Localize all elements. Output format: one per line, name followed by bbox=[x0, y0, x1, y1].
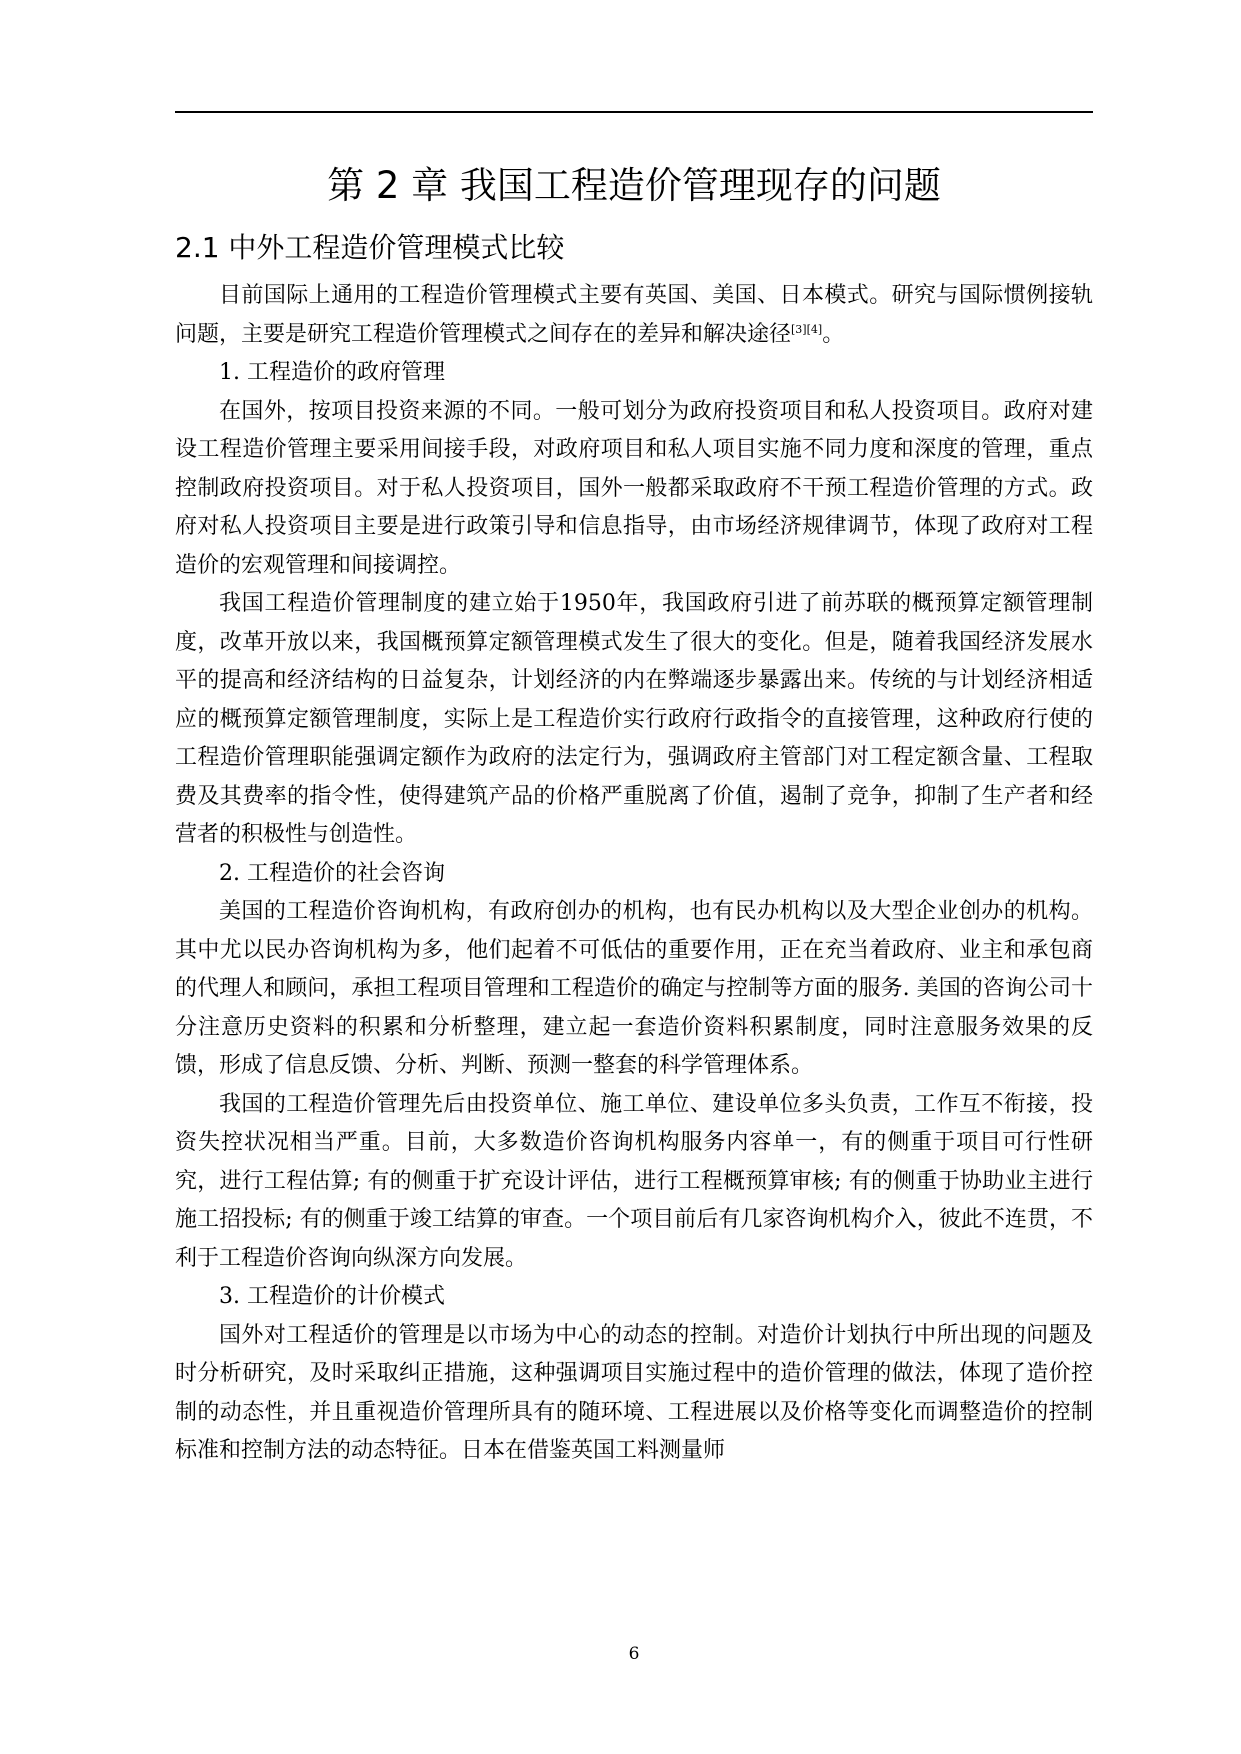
intro-paragraph bbox=[175, 277, 1093, 354]
body-text bbox=[175, 277, 1093, 1471]
intro-text: 目前国际上通用的工程造价管理模式主要有英国、美国、日本模式。研究与国际惯例接轨问题，主要是研究工程造价管理模式之间存在的差异和解决途径 bbox=[175, 283, 1093, 347]
subsection-heading: 1. 工程造价的政府管理 bbox=[219, 360, 445, 385]
paragraph: 我国工程造价管理制度的建立始于1950年，我国政府引进了前苏联的概预算定额管理制度，改革开放以来，我国概预算定额管理模式发生了很大的变化。但是，随着我国经济发展水平的提高和经济结构的日益复杂，计划经济的内在弊端逐步暴露出来。传统的与计划经济相适应的概预算定额管理制度，实际上是工程造价实行政府行政指令的直接管理，这种政府行使的工程造价管理职能强调定额作为政府的法定行为，强调政府主管部门对工程定额含量、工程取费及其费率的指令性，使得建筑产品的价格严重脱离了价值，遏制了竞争，抑制了生产者和经营者的积极性与创造性。 bbox=[175, 591, 1093, 847]
page-number: 6 bbox=[628, 1644, 640, 1664]
paragraph: 在国外，按项目投资来源的不同。一般可划分为政府投资项目和私人投资项目。政府对建设工程造价管理主要采用间接手段，对政府项目和私人项目实施不同力度和深度的管理，重点控制政府投资项目。对于私人投资项目，国外一般都采取政府不干预工程造价管理的方式。政府对私人投资项目主要是进行政策引导和信息指导，由市场经济规律调节，体现了政府对工程造价的宏观管理和间接调控。 bbox=[175, 398, 1093, 578]
subsection-heading: 3. 工程造价的计价模式 bbox=[219, 1284, 445, 1309]
section-title: 2.1 中外工程造价管理模式比较 bbox=[175, 231, 565, 264]
chapter-title: 第 2 章 我国工程造价管理现存的问题 bbox=[327, 164, 941, 207]
header-rule bbox=[175, 111, 1093, 113]
subsection-heading: 2. 工程造价的社会咨询 bbox=[219, 860, 445, 886]
paragraph: 我国的工程造价管理先后由投资单位、施工单位、建设单位多头负责，工作互不衔接，投资失控状况相当严重。目前，大多数造价咨询机构服务内容单一，有的侧重于项目可行性研究，进行工程估算; 有的侧重于扩充设计评估，进行工程概预算审核; 有的侧重于协助业主进行施工招投标; 有的侧重于竣工结算的审查。一个项目前后有几家咨询机构介入，彼此不连贯，不利于工程造价咨询向纵深方向发展。 bbox=[175, 1091, 1093, 1271]
paragraph: 国外对工程适价的管理是以市场为中心的动态的控制。对造价计划执行中所出现的问题及时分析研究，及时采取纠正措施，这种强调项目实施过程中的造价管理的做法，体现了造价控制的动态性，并且重视造价管理所具有的随环境、工程进展以及价格等变化而调整造价的控制标准和控制方法的动态特征。日本在借鉴英国工料测量师 bbox=[175, 1322, 1093, 1463]
intro-end: 。 bbox=[822, 321, 845, 347]
paragraph: 美国的工程造价咨询机构，有政府创办的机构，也有民办机构以及大型企业创办的机构。其中尤以民办咨询机构为多，他们起着不可低估的重要作用，正在充当着政府、业主和承包商的代理人和顾问，承担工程项目管理和工程造价的确定与控制等方面的服务. 美国的咨询公司十分注意历史资料的积累和分析整理，建立起一套造价资料积累制度，同时注意服务效果的反馈，形成了信息反馈、分析、判断、预测一整套的科学管理体系。 bbox=[175, 899, 1093, 1078]
citation-ref: [3][4] bbox=[791, 322, 823, 336]
